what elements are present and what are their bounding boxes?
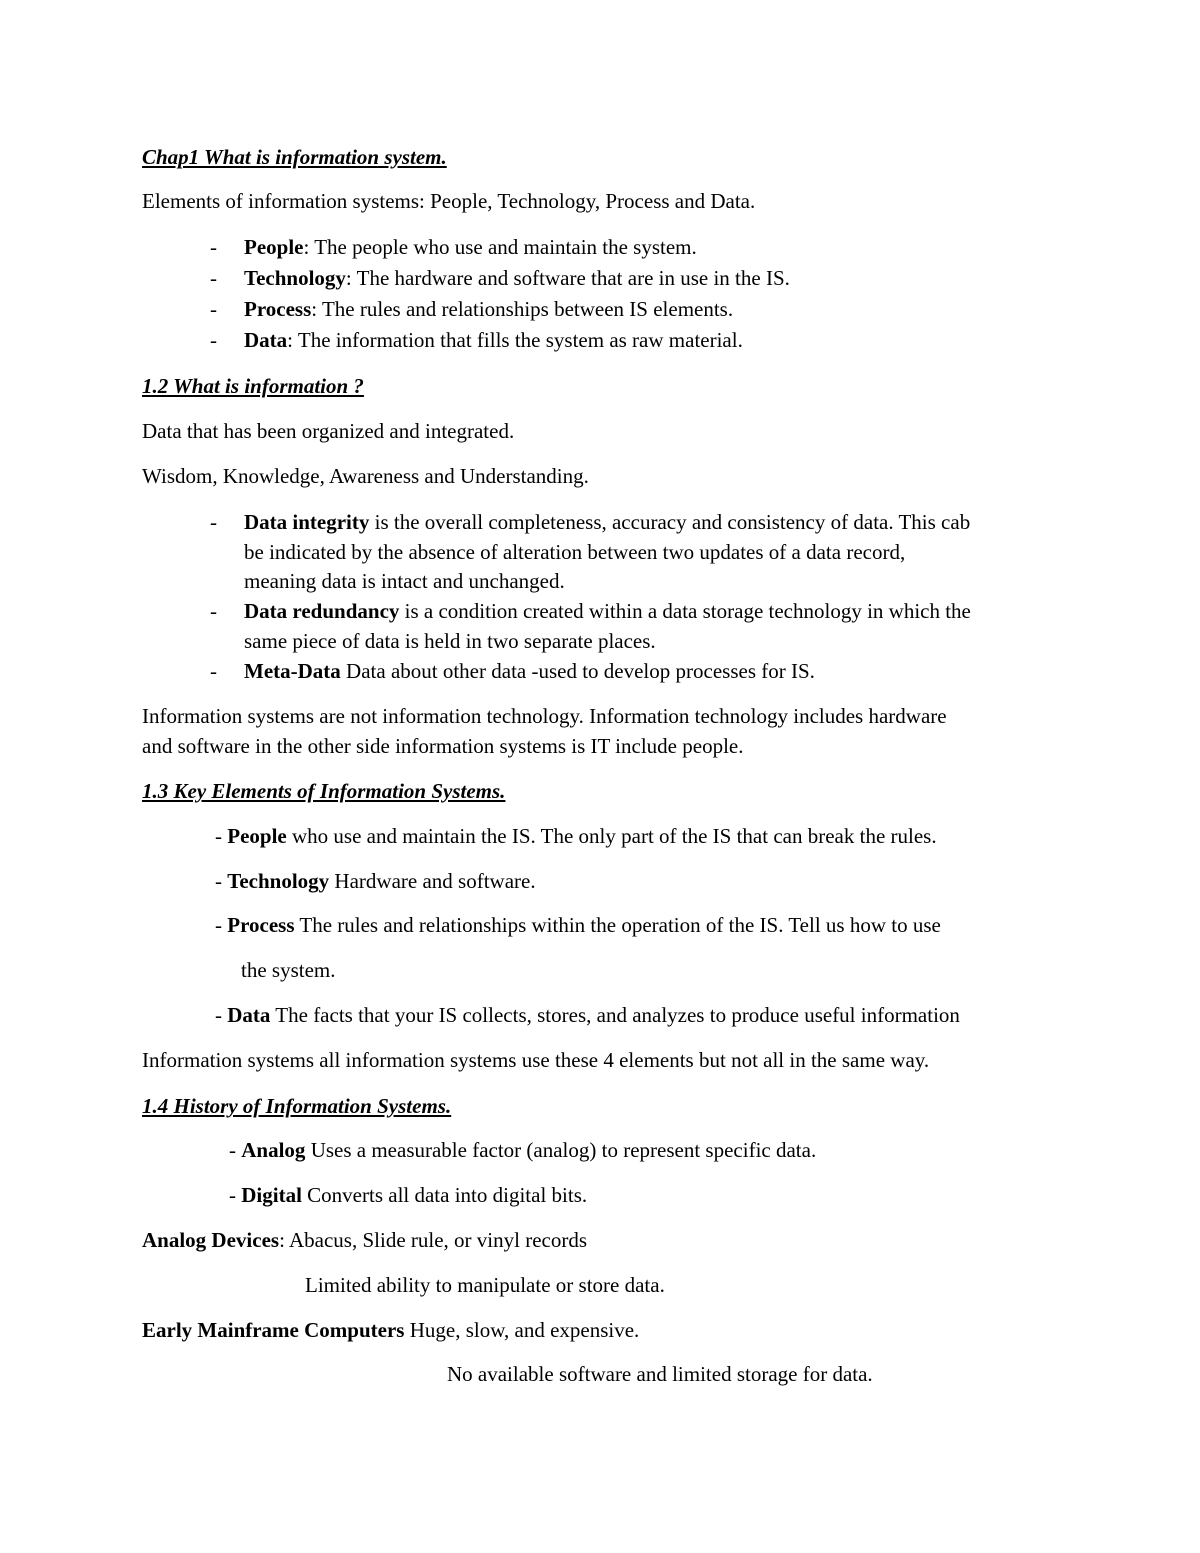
bullet-dash: - (229, 1183, 242, 1207)
list-item (244, 512, 970, 533)
paragraph-is-vs-it-continuation: and software in the other side information systems is IT include people. (142, 734, 744, 758)
term: Data (227, 1003, 271, 1027)
definition: who use and maintain the IS. The only part of the IS that can break the rules. (286, 824, 937, 848)
paragraph-analog-devices (142, 1230, 587, 1251)
definition: : Abacus, Slide rule, or vinyl records (279, 1228, 588, 1252)
paragraph-elements-intro: Elements of information systems: People, Technology, Process and Data. (142, 189, 756, 213)
definition: : The rules and relationships between IS elements. (311, 297, 734, 321)
list-item-continuation: meaning data is intact and unchanged. (244, 569, 565, 593)
term: Analog (241, 1138, 306, 1162)
term: Digital (241, 1183, 302, 1207)
term: Technology (227, 869, 330, 893)
section-heading-key-elements: 1.3 Key Elements of Information Systems. (142, 779, 506, 803)
term: Analog Devices (142, 1228, 280, 1252)
term: Data integrity (244, 510, 370, 534)
definition: The rules and relationships within the operation of the IS. Tell us how to use (294, 913, 941, 937)
bullet-dash: - (215, 1003, 228, 1027)
definition: Converts all data into digital bits. (301, 1183, 588, 1207)
list-item (244, 330, 743, 351)
term: Process (227, 913, 295, 937)
section-heading-what-is-information: 1.2 What is information ? (142, 374, 364, 398)
term: Technology (244, 266, 346, 290)
term: Data redundancy (244, 599, 400, 623)
list-item (244, 237, 697, 258)
list-item-continuation: be indicated by the absence of alteration between two updates of a data record, (244, 540, 906, 564)
definition: is a condition created within a data storage technology in which the (399, 599, 971, 623)
list-item (229, 1140, 816, 1161)
bullet-dash: - (215, 824, 228, 848)
term: Early Mainframe Computers (142, 1318, 405, 1342)
definition: : The information that fills the system as raw material. (287, 328, 743, 352)
definition: The facts that your IS collects, stores, and analyzes to produce useful information (270, 1003, 960, 1027)
bullet-dash: - (210, 297, 217, 321)
section-heading-history: 1.4 History of Information Systems. (142, 1094, 452, 1118)
list-item (244, 299, 733, 320)
bullet-dash: - (210, 659, 217, 683)
definition: Uses a measurable factor (analog) to represent specific data. (305, 1138, 817, 1162)
term: People (227, 824, 287, 848)
paragraph-is-vs-it: Information systems are not information technology. Information technology includes hardware (142, 704, 947, 728)
bullet-dash: - (210, 599, 217, 623)
list-item (215, 915, 941, 936)
bullet-dash: - (210, 328, 217, 352)
list-item (215, 871, 536, 892)
paragraph-mainframe (142, 1320, 639, 1341)
list-item (215, 826, 937, 847)
bullet-dash: - (215, 913, 228, 937)
term: Meta-Data (244, 659, 341, 683)
definition: Hardware and software. (329, 869, 536, 893)
bullet-dash: - (210, 510, 217, 534)
bullet-dash: - (229, 1138, 242, 1162)
definition: : The people who use and maintain the system. (303, 235, 697, 259)
list-item-continuation: the system. (241, 958, 336, 982)
paragraph-analog-note: Limited ability to manipulate or store data. (305, 1273, 665, 1297)
definition: is the overall completeness, accuracy and consistency of data. This cab (369, 510, 971, 534)
term: People (244, 235, 304, 259)
bullet-dash: - (210, 235, 217, 259)
list-item (229, 1185, 587, 1206)
list-item (244, 268, 790, 289)
paragraph-mainframe-note: No available software and limited storage for data. (447, 1362, 873, 1386)
bullet-dash: - (215, 869, 228, 893)
paragraph-wisdom: Wisdom, Knowledge, Awareness and Understanding. (142, 464, 589, 488)
list-item-continuation: same piece of data is held in two separate places. (244, 629, 656, 653)
paragraph-definition: Data that has been organized and integrated. (142, 419, 515, 443)
paragraph-summary: Information systems all information systems use these 4 elements but not all in the same way. (142, 1048, 930, 1072)
list-item (244, 661, 815, 682)
list-item (244, 601, 971, 622)
section-heading-chap1: Chap1 What is information system. (142, 145, 447, 169)
bullet-dash: - (210, 266, 217, 290)
definition: Data about other data -used to develop processes for IS. (340, 659, 815, 683)
definition: : The hardware and software that are in use in the IS. (345, 266, 790, 290)
list-item (215, 1005, 960, 1026)
term: Process (244, 297, 312, 321)
term: Data (244, 328, 288, 352)
definition: Huge, slow, and expensive. (404, 1318, 640, 1342)
